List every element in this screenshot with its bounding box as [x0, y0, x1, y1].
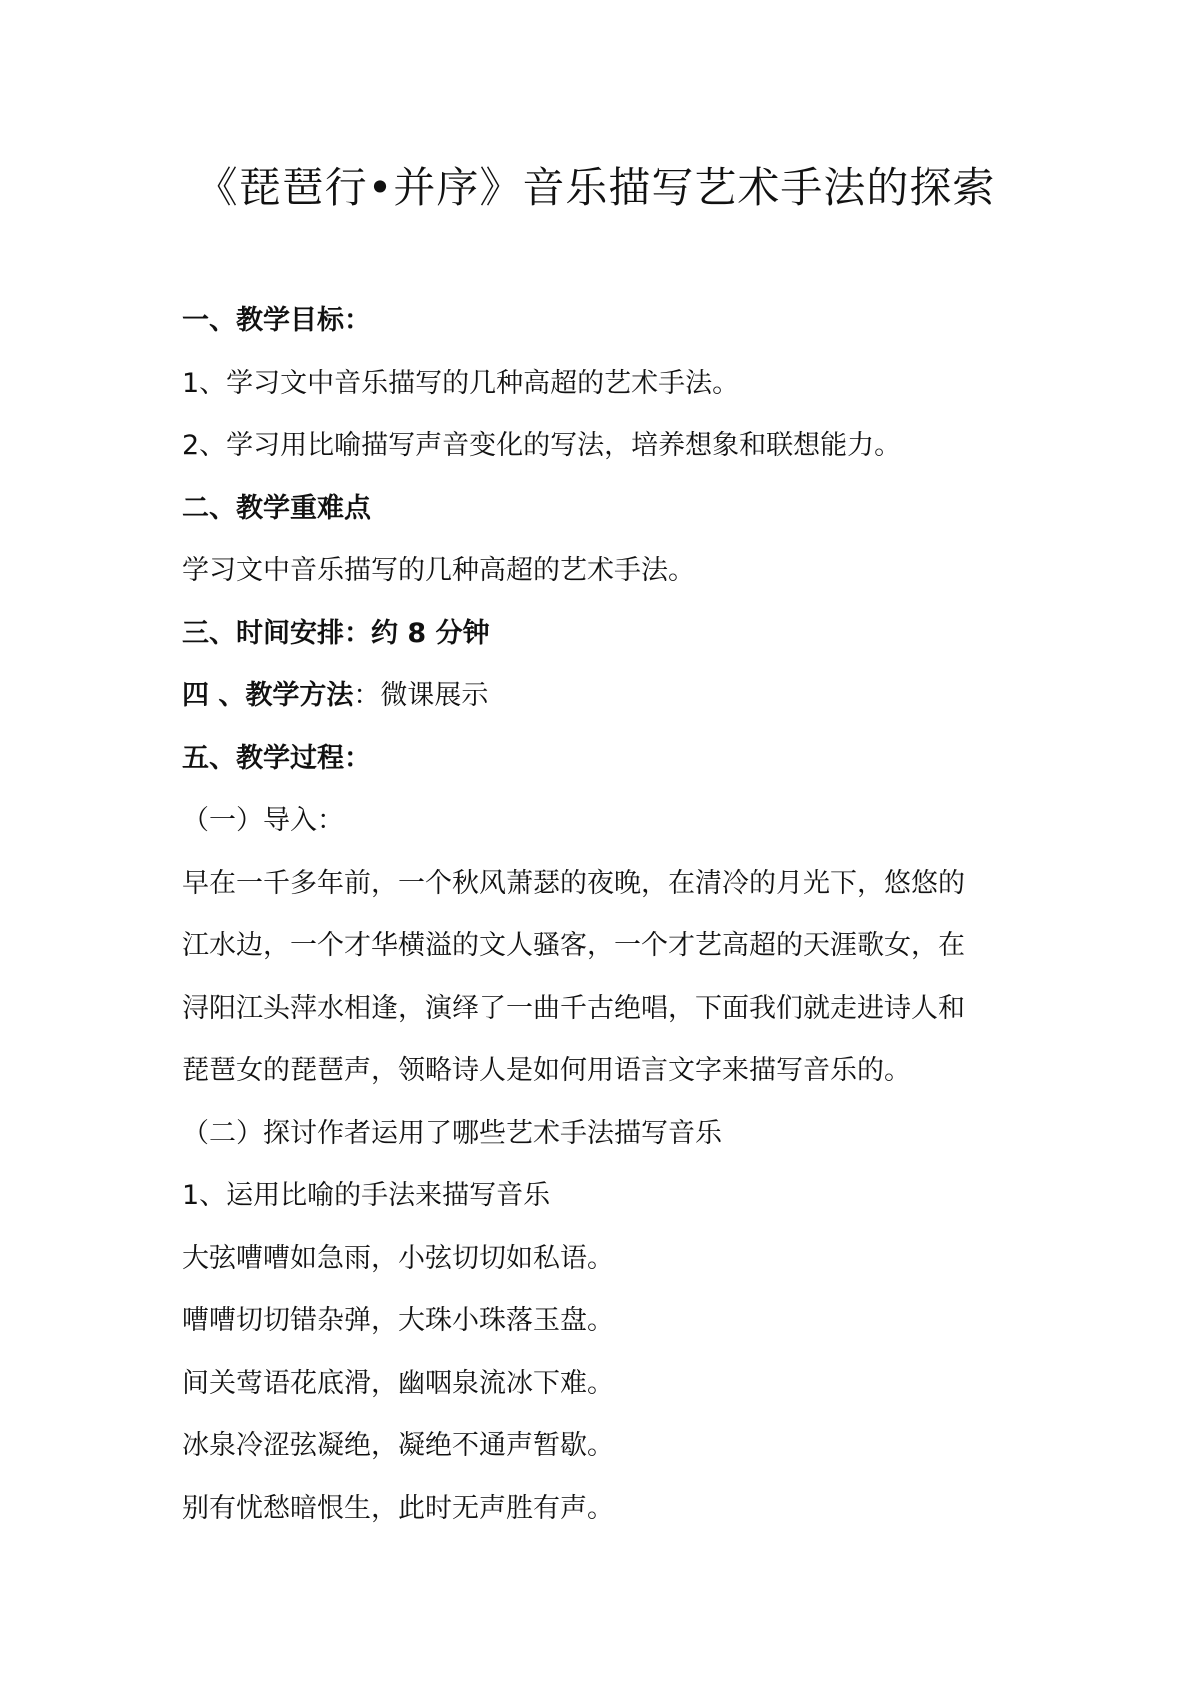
section-heading-time: 三、时间安排：约 8 分钟 [182, 617, 490, 649]
intro-paragraph-line: 琵琶女的琵琶声，领略诗人是如何用语言文字来描写音乐的。 [182, 1055, 911, 1086]
key-points-text: 学习文中音乐描写的几种高超的艺术手法。 [182, 555, 695, 586]
subheading-discussion: （二）探讨作者运用了哪些艺术手法描写音乐 [182, 1117, 722, 1149]
goal-item-1: 1、学习文中音乐描写的几种高超的艺术手法。 [182, 367, 740, 399]
poem-line: 嘈嘈切切错杂弹，大珠小珠落玉盘。 [182, 1305, 614, 1336]
intro-paragraph-line: 浔阳江头萍水相逢，演绎了一曲千古绝唱，下面我们就走进诗人和 [182, 992, 965, 1024]
section-heading-goals: 一、教学目标： [182, 305, 371, 336]
section-heading-method [182, 665, 1022, 728]
method-label: 四 、教学方法 [182, 680, 354, 711]
method-1-heading: 1、运用比喻的手法来描写音乐 [182, 1180, 551, 1211]
section-heading-process: 五、教学过程： [182, 742, 371, 774]
document-body [182, 290, 1022, 1540]
intro-paragraph-line: 江水边，一个才华横溢的文人骚客，一个才艺高超的天涯歌女，在 [182, 930, 965, 961]
intro-paragraph-line: 早在一千多年前，一个秋风萧瑟的夜晚，在清冷的月光下，悠悠的 [182, 867, 965, 899]
poem-line: 间关莺语花底滑，幽咽泉流冰下难。 [182, 1367, 614, 1399]
poem-line: 冰泉冷涩弦凝绝，凝绝不通声暂歇。 [182, 1430, 614, 1461]
subheading-intro: （一）导入： [182, 805, 344, 836]
poem-line: 别有忧愁暗恨生，此时无声胜有声。 [182, 1492, 614, 1524]
page-title: 《琵琶行•并序》音乐描写艺术手法的探索 [195, 163, 996, 212]
goal-item-2: 2、学习用比喻描写声音变化的写法，培养想象和联想能力。 [182, 430, 902, 461]
section-heading-key-points: 二、教学重难点 [182, 492, 371, 524]
poem-line: 大弦嘈嘈如急雨，小弦切切如私语。 [182, 1242, 614, 1274]
method-value: ：微课展示 [353, 680, 489, 711]
